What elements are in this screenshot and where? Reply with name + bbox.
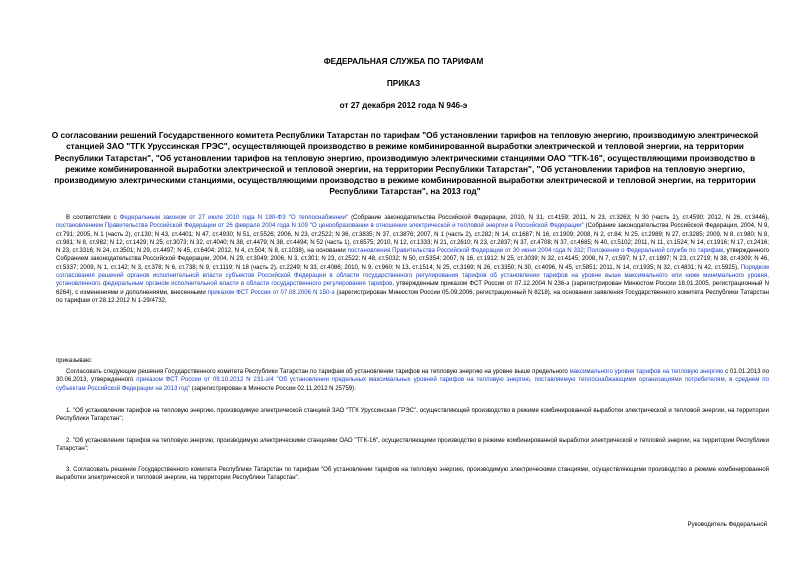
agree-text: Согласовать следующие решения Государственного комитета Республики Татарстан по тарифам об установлении тарифов на тепловую энергию на уровне выше предельного <box>66 368 570 375</box>
preamble-text: , утвержденного Собранием законодательства Российской Федерации, 2004, N 29, ст.3049; 2006, N 3, ст.301; N 23, ст.2522; N 48, ст.5032; N 50, ст.5354; 2007, N 16, ст.1912; N 25, ст.3039; N 32, ст.4145; 2008, N 7, ст.597; N 17, ст.1897; N 23, ст.2719; N 38, ст.4309; N 46, ст.5337; 2009, N 1, ст.142; N 3, ст.378; N 6, ст.738; N 9, ст.1119; N 18 (часть 2), ст.2249; N 33, ст.4086; 2010, N 9, ст.960; N 13, ст.1514; N 25, ст.3169; N 26, ст.3350; N 30, ст.4096, N 45, ст.5851; 2011, N 14, ст.1935; N 32, ст.4831; N 42, ст.5925), <box>56 247 770 271</box>
list-item-2: 2. "Об установлении тарифов на тепловую энергию, производимую электрическими станциями ОАО "ТГК-16", осуществляющими производство в режиме комбинированной выработки электрической и тепловой энергии, на территории Республики Татарстан"; <box>56 437 769 453</box>
preamble-text: (Собрание законодательства Российской Федерации, 2004, N 9, ст.791; 2005, N 1 (часть 2), ст.130; N 43, ст.4401; N 47, ст.4930; N 51, ст.5526; 2006, N 23, ст.2522; N 36, ст.3835; N 37, ст.3876; 2007, N 1 (часть 2), ст.282; N 14, ст.1687; N 16, ст.1909; 2008, N 2, ст.84; N 25, ст.2989; N 27, ст.3285; 2009, N 8, ст.980; N 8, ст.981; N 8, ст.982; N 12, ст.1429; N 25, ст.3073; N 32, ст.4040; N 38, ст.4479; N 38, ст.4494; N 52 (часть 1), ст.6575; 2010, N 12, ст.1333; N 21, ст.2610; N 23, ст.2837; N 37, ст.4708; N 37, ст.4685; N 40, ст.5102; 2011, N 11, ст.1524; N 14, ст.1916; N 17, ст.2416; N 23, ст.3316; N 24, ст.3501; N 29, ст.4497; N 45, ст.6404; 2012, N 4, ст.504; N 8, ст.1038), на основании <box>56 222 769 255</box>
link-approval-procedure[interactable]: Порядком согласования решений органов исполнительной власти субъектов Российской Федерации в области государственного регулирования тарифов об установлении тарифов на уровне выше максимального или ниже минимального уровня, установленного федеральным органом исполнительной власти в области государственного регулирования тарифов <box>56 263 769 288</box>
link-federal-law[interactable]: Федеральным законом от 27 июля 2010 года N 190-ФЗ "О теплоснабжении" <box>119 214 349 221</box>
preamble-text: (Собрание законодательства Российской Федерации, 2010, N 31, ст.4159; 2011, N 23, ст.3263; N 30 (часть 1), ст.4590; 2012, N 26, ст.3446), <box>348 214 769 221</box>
document-date-number: от 27 декабря 2012 года N 946-э <box>339 101 468 110</box>
order-word: приказываю: <box>56 357 93 364</box>
document-title: О согласовании решений Государственного комитета Республики Татарстан по тарифам "Об установлении тарифов на тепловую энергию, производимую электрической станцией ЗАО "ТГК Уруссинская ГРЭС", осуществляющей производство в режиме комбинированной выработки электрической и тепловой энергии, на территории Республики Татарстан", "Об установлении тарифов на тепловую энергию, производимую электрическими станциями ОАО "ТГК-16", осуществляющими производство в режиме комбинированной выработки электрической и тепловой энергии, на территории Республики Татарстан", "Об установлении тарифов на тепловую энергию, производимую электрическими станциями, осуществляющими производство в режиме комбинированной выработки электрической и тепловой энергии, на территории Республики Татарстан", на 2013 год" <box>51 130 759 197</box>
preamble-text: , утвержденным приказом ФСТ России от 07.12.2004 N 236-э (зарегистрирован Минюстом России 18.01.2005, регистрационный N 6264), с изменениями и дополнениями, внесенными <box>56 280 769 296</box>
agency-name: ФЕДЕРАЛЬНАЯ СЛУЖБА ПО ТАРИФАМ <box>323 57 484 66</box>
list-item-1: 1. "Об установлении тарифов на тепловую энергию, производимую электрической станцией ЗАО "ТГК Уруссинская ГРЭС", осуществляющей производство в режиме комбинированной выработки электрической и тепловой энергии, на территории Республики Татарстан"; <box>56 407 769 423</box>
agree-text: с 01.01.2013 по 30.06.2013, утвержденного <box>56 368 769 384</box>
signature-line: Руководитель Федеральной <box>687 521 767 528</box>
document-type: ПРИКАЗ <box>386 79 421 88</box>
list-item-3: 3. Согласовать решение Государственного комитета Республики Татарстан по тарифам "Об установлении тарифов на тепловую энергию, производимую электрическими станциями, осуществляющими производство в режиме комбинированной выработки электрической и тепловой энергии, на территории Республики Татарстан". <box>56 466 769 482</box>
link-max-tariff-level[interactable]: максимального уровня тарифов на тепловую энергию <box>569 368 724 375</box>
link-fst-regulation[interactable]: Положения о Федеральной службе по тарифам <box>587 247 724 255</box>
preamble-text: ; <box>583 247 588 255</box>
agree-text: (зарегистрирован в Минюсте России 02.11.2012 N 25759): <box>190 384 356 392</box>
link-government-resolution-109[interactable]: постановлением Правительства Российской Федерации от 26 февраля 2004 года N 109 "О ценообразовании в отношении электрической и тепловой энергии в Российской Федерации" <box>56 222 584 230</box>
preamble-paragraph <box>56 214 769 305</box>
agree-paragraph <box>56 368 769 393</box>
link-government-resolution-332[interactable]: постановления Правительства Российской Федерации от 30 июня 2004 года N 332 <box>347 247 584 255</box>
preamble-text: В соответствии с <box>66 214 120 221</box>
link-fst-order-150[interactable]: приказом ФСТ России от 07.08.2006 N 150-э <box>207 288 335 296</box>
preamble-text: (зарегистрирован Минюстом России 05.09.2006, регистрационный N 8218), на основании заявления Государственного комитета Республики Татарстан по тарифам от 28.12.2012 N 1-29/4732, <box>56 288 769 304</box>
link-fst-order-231[interactable]: приказом ФСТ России от 09.10.2012 N 231-э/4 "Об установлении предельных максимальных уровней тарифов на тепловую энергию, поставляемую теплоснабжающими организациями потребителям, в среднем по субъектам Российской Федерации на 2013 год" <box>56 376 769 392</box>
